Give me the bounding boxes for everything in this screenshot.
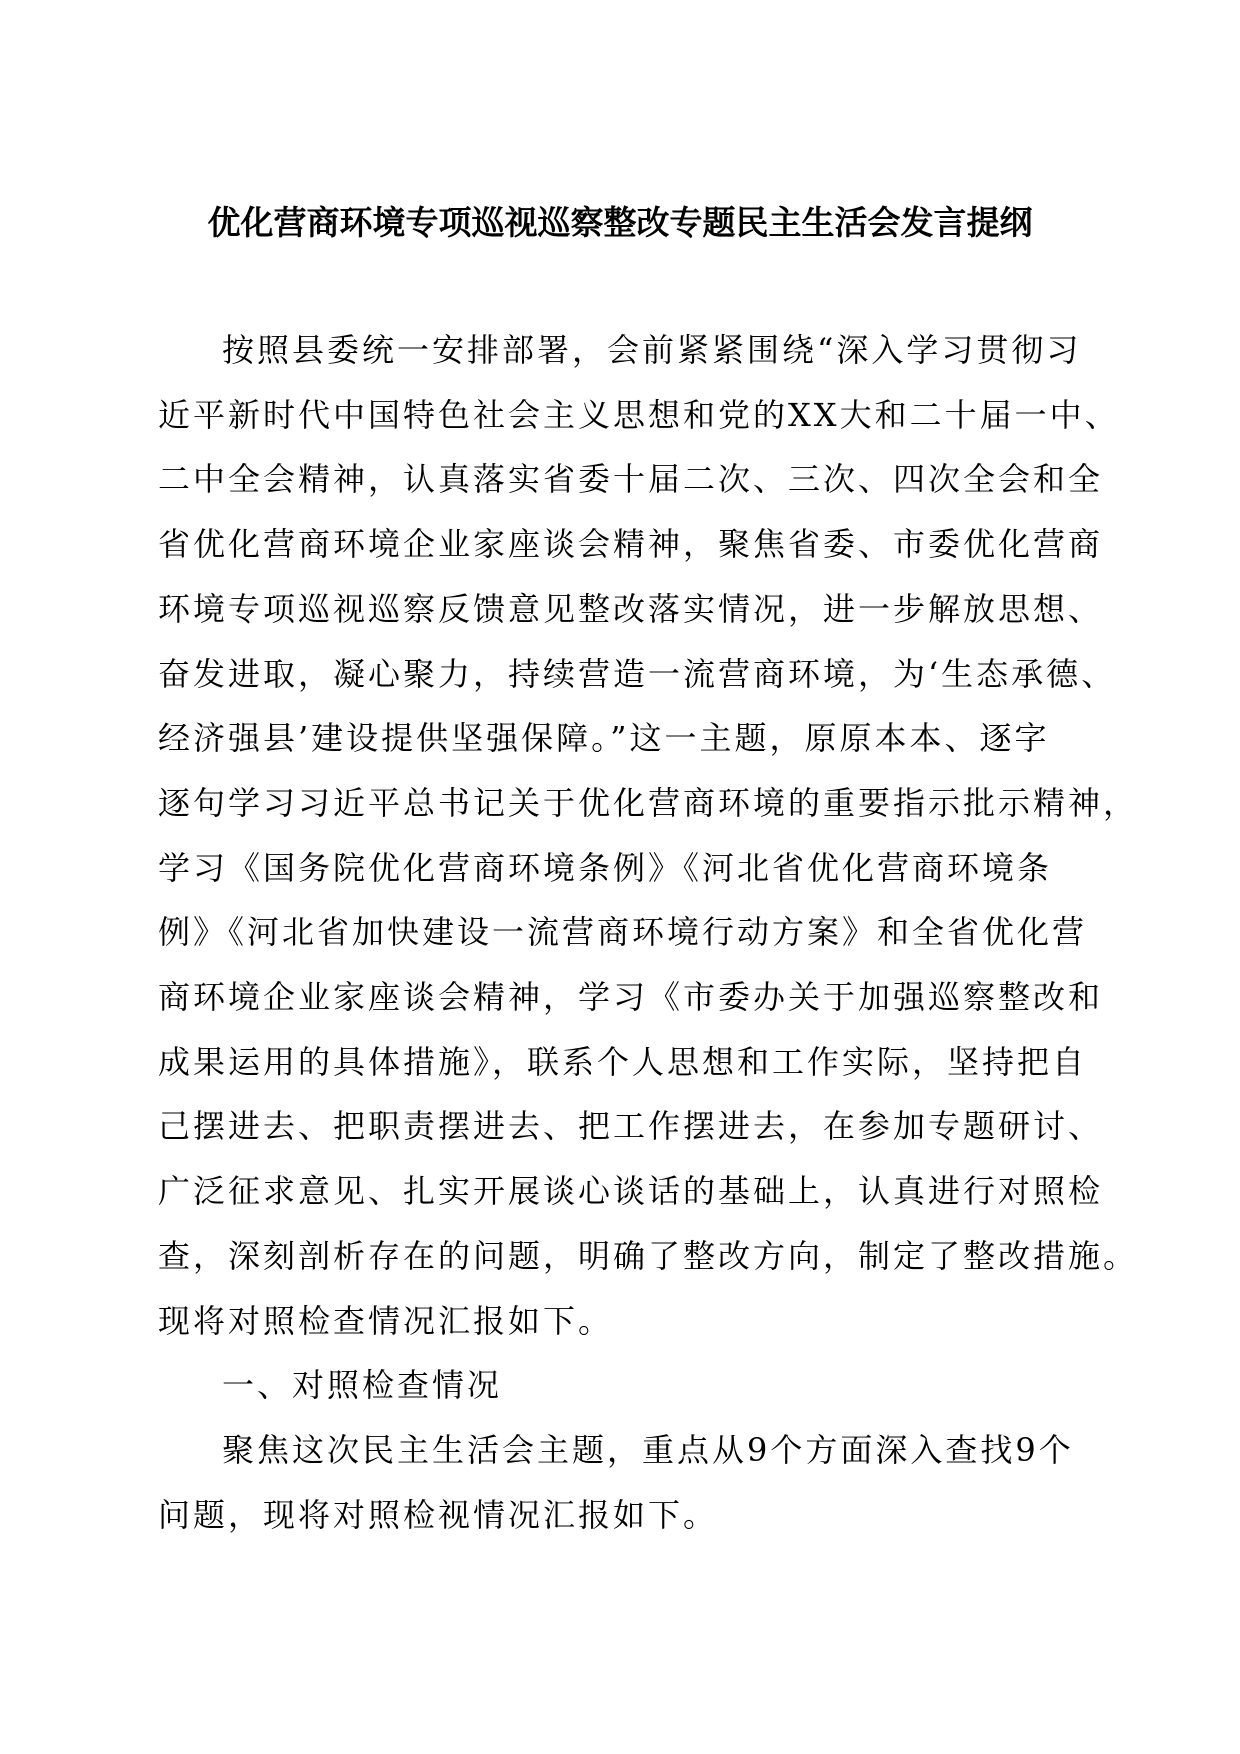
text-line: 现将对照检查情况汇报如下。 bbox=[158, 1301, 614, 1340]
text-line: 商环境企业家座谈会精神，学习《市委办关于加强巡察整改和 bbox=[158, 978, 1104, 1017]
text-line: 己摆进去、把职责摆进去、把工作摆进去，在参加专题研讨、 bbox=[158, 1107, 1104, 1146]
document-body bbox=[158, 318, 1139, 1547]
text-line: 广泛征求意见、扎实开展谈心谈话的基础上，认真进行对照检 bbox=[158, 1172, 1104, 1211]
text-line: 按照县委统一安排部署，会前紧紧围绕“深入学习贯彻习 bbox=[222, 331, 1082, 369]
text-line: 环境专项巡视巡察反馈意见整改落实情况，进一步解放思想、 bbox=[158, 589, 1104, 628]
text-line: 学习《国务院优化营商环境条例》《河北省优化营商环境条 bbox=[158, 848, 1053, 887]
section-heading bbox=[158, 1353, 1078, 1418]
text-line: 经济强县’建设提供坚强保障。”这一主题，原原本本、逐字 bbox=[158, 719, 1050, 758]
text-line: 近平新时代中国特色社会主义思想和党的XX大和二十届一中、 bbox=[158, 395, 1120, 434]
text-line: 问题，现将对照检视情况汇报如下。 bbox=[158, 1495, 719, 1534]
text-line: 例》《河北省加快建设一流营商环境行动方案》和全省优化营 bbox=[158, 913, 1088, 952]
text-line: 查，深刻剖析存在的问题，明确了整改方向，制定了整改措施。 bbox=[158, 1236, 1139, 1275]
document-title: 优化营商环境专项巡视巡察整改专题民主生活会发言提纲 bbox=[207, 203, 1033, 242]
text-line: 省优化营商环境企业家座谈会精神，聚焦省委、市委优化营商 bbox=[158, 525, 1104, 564]
paragraph-intro bbox=[158, 318, 1139, 1353]
text-line: 二中全会精神，认真落实省委十届二次、三次、四次全会和全 bbox=[158, 460, 1104, 499]
paragraph-focus bbox=[158, 1418, 1078, 1547]
section-heading-text: 一、对照检查情况 bbox=[222, 1366, 503, 1405]
text-line: 成果运用的具体措施》，联系个人思想和工作实际，坚持把自 bbox=[158, 1042, 1088, 1081]
text-line: 聚焦这次民主生活会主题，重点从9个方面深入查找9个 bbox=[222, 1430, 1074, 1469]
text-line: 奋发进取，凝心聚力，持续营造一流营商环境，为‘生态承德、 bbox=[158, 654, 1117, 693]
text-line: 逐句学习习近平总书记关于优化营商环境的重要指示批示精神， bbox=[158, 783, 1139, 822]
